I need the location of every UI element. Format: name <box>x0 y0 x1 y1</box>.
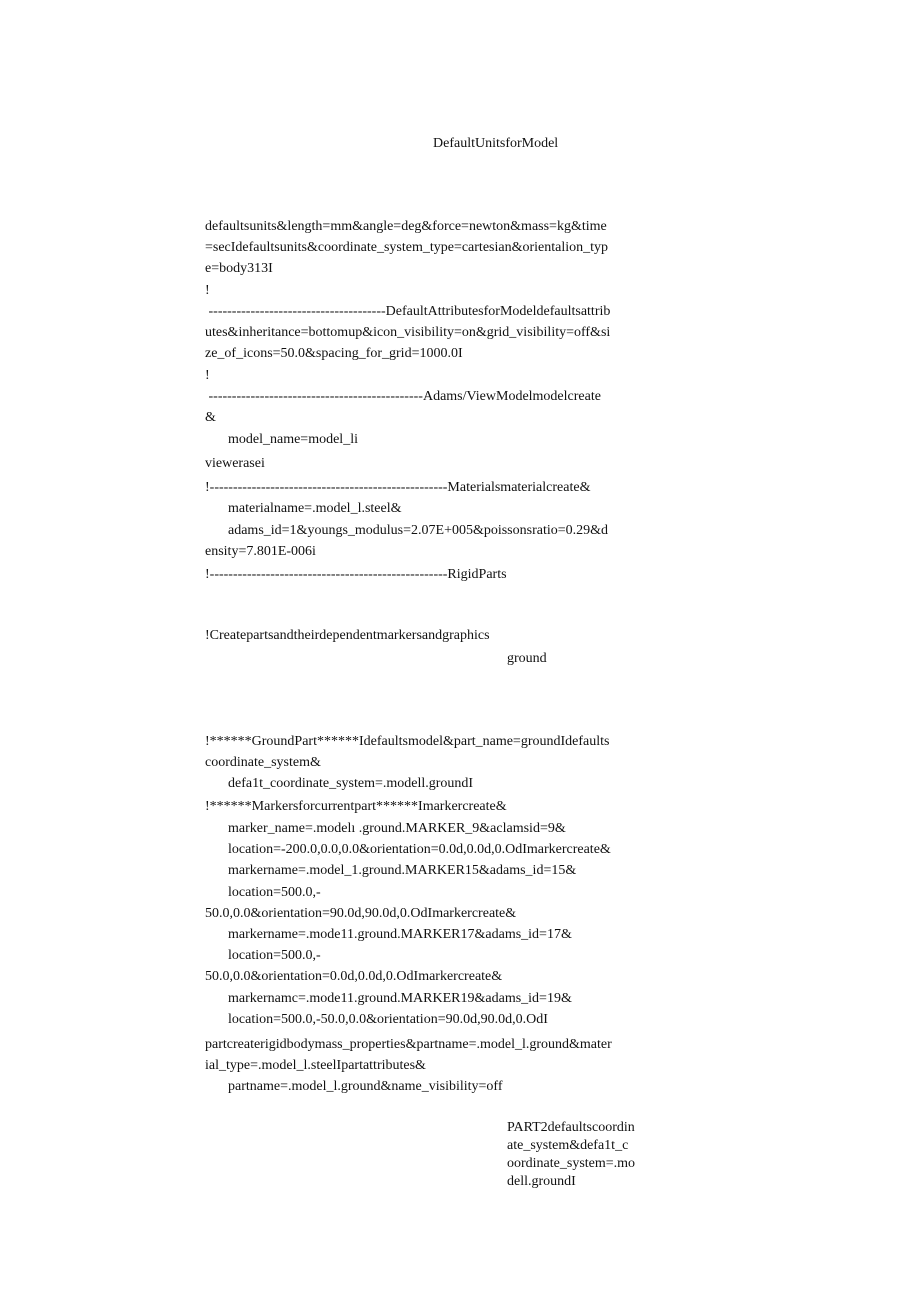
text-line: partname=.model_l.ground&name_visibility=off <box>228 1079 503 1094</box>
text-line: markernamc=.mode11.ground.MARKER19&adams_id=19& <box>228 991 572 1006</box>
text-line: viewerasei <box>205 456 265 471</box>
text-line: ground <box>507 651 547 666</box>
text-line: adams_id=1&youngs_modulus=2.07E+005&poissonsratio=0.29&d <box>228 523 609 538</box>
text-line: ! <box>205 368 210 383</box>
text-line: oordinate_system=.mo <box>507 1156 636 1171</box>
text-line: e=body313I <box>205 261 273 276</box>
text-line: location=500.0,- <box>228 948 321 963</box>
text-line: model_name=model_li <box>228 432 358 447</box>
text-line: ate_system&defa1t_c <box>507 1138 629 1153</box>
text-line: 50.0,0.0&orientation=90.0d,90.0d,0.OdImarkercreate& <box>205 906 517 921</box>
text-line: !Createpartsandtheirdependentmarkersandgraphics <box>205 628 490 643</box>
text-line: --------------------------------------DefaultAttributesforModeldefaultsattrib <box>205 304 611 319</box>
text-line: !---------------------------------------------------Materialsmaterialcreate& <box>205 480 591 495</box>
text-line: marker_name=.modelı .ground.MARKER_9&aclamsid=9& <box>228 821 566 836</box>
text-line: defaultsunits&length=mm&angle=deg&force=newton&mass=kg&time <box>205 219 607 234</box>
text-line: ! <box>205 283 210 298</box>
text-line: coordinate_system& <box>205 755 321 770</box>
text-line: location=500.0,-50.0,0.0&orientation=90.0d,90.0d,0.OdI <box>228 1012 548 1027</box>
text-line: 50.0,0.0&orientation=0.0d,0.0d,0.OdImarkercreate& <box>205 969 503 984</box>
doc-title: DefaultUnitsforModel <box>433 136 559 151</box>
text-line: location=500.0,- <box>228 885 321 900</box>
text-line: materialname=.model_l.steel& <box>228 501 402 516</box>
text-line: !---------------------------------------------------RigidParts <box>205 567 507 582</box>
text-line: location=-200.0,0.0,0.0&orientation=0.0d,0.0d,0.OdImarkercreate& <box>228 842 611 857</box>
text-line: partcreaterigidbodymass_properties&partname=.model_l.ground&mater <box>205 1037 612 1052</box>
text-line: markername=.mode11.ground.MARKER17&adams_id=17& <box>228 927 572 942</box>
text-line: PART2defaultscoordin <box>507 1120 635 1135</box>
text-line: markername=.model_1.ground.MARKER15&adams_id=15& <box>228 863 577 878</box>
text-line: dell.groundI <box>507 1174 576 1189</box>
text-line: ial_type=.model_l.steelIpartattributes& <box>205 1058 426 1073</box>
text-line: ze_of_icons=50.0&spacing_for_grid=1000.0I <box>205 346 463 361</box>
text-line: ----------------------------------------------Adams/ViewModelmodelcreate <box>205 389 601 404</box>
text-line: defa1t_coordinate_system=.modell.groundI <box>228 776 474 791</box>
text-line: utes&inheritance=bottomup&icon_visibility=on&grid_visibility=off&si <box>205 325 611 340</box>
text-line: & <box>205 410 216 425</box>
text-line: !******GroundPart******Idefaultsmodel&part_name=groundIdefaults <box>205 734 610 749</box>
text-line: ensity=7.801E-006i <box>205 544 316 559</box>
text-line: !******Markersforcurrentpart******Imarkercreate& <box>205 799 507 814</box>
text-line: =secIdefaultsunits&coordinate_system_type=cartesian&orientalion_typ <box>205 240 609 255</box>
